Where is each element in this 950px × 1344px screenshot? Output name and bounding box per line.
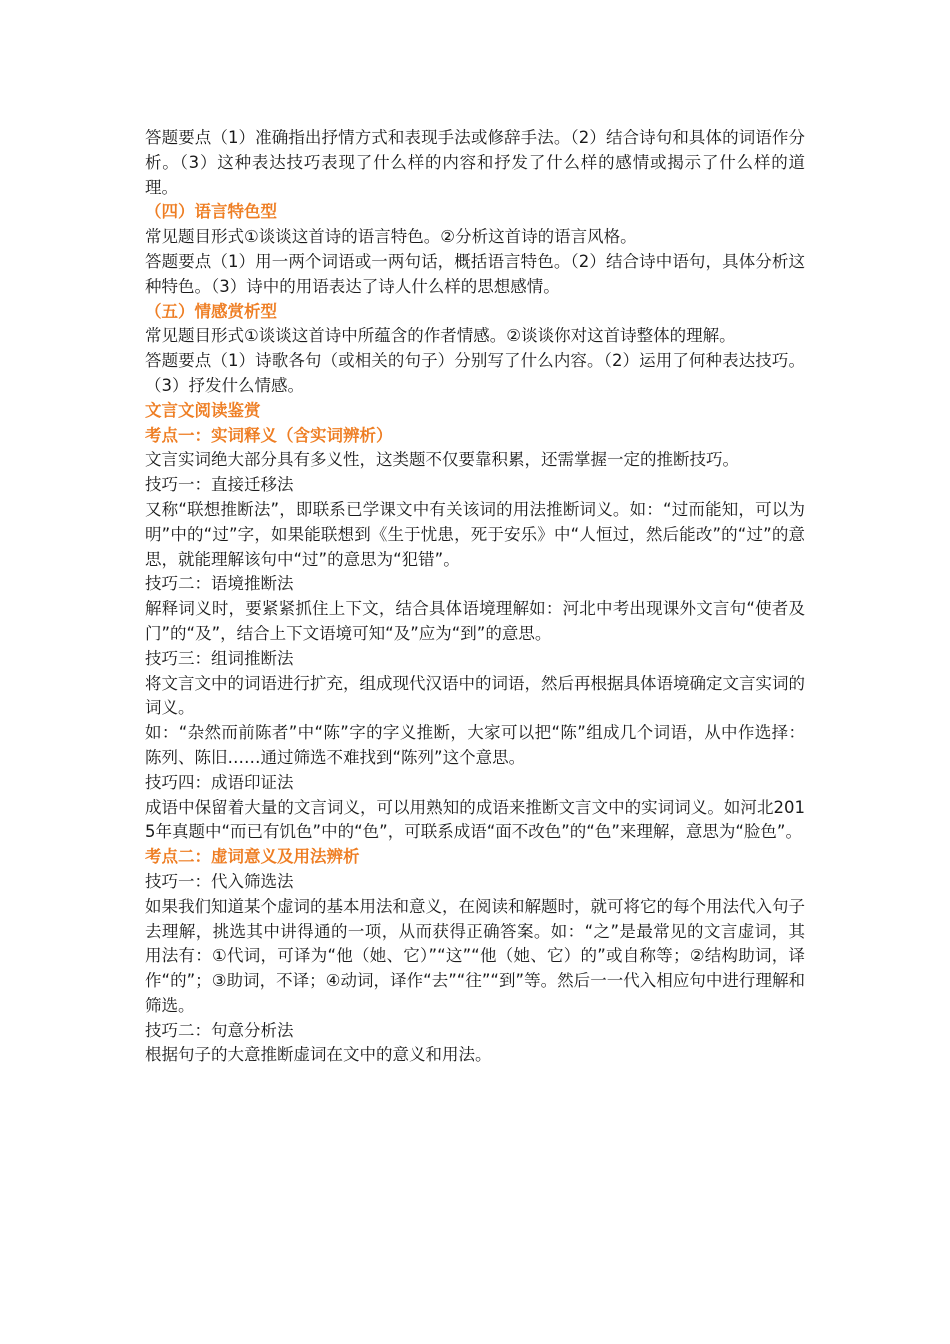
technique-four-title: 技巧四：成语印证法 bbox=[145, 772, 294, 792]
paragraph-technique-three: 将文言文中的词语进行扩充，组成现代汉语中的词语，然后再根据具体语境确定文言实词的词义。 bbox=[145, 673, 805, 718]
paragraph-technique-four: 成语中保留着大量的文言词义，可以用熟知的成语来推断文言文中的实词词义。如河北2015年真题中“而已有饥色”中的“色”，可联系成语“面不改色”的“色”来理解，意思为“脸色”。 bbox=[145, 797, 805, 842]
paragraph-technique-two: 解释词义时，要紧紧抓住上下文，结合具体语境理解如：河北中考出现课外文言句“使者及门”的“及”，结合上下文语境可知“及”应为“到”的意思。 bbox=[145, 599, 805, 643]
technique-three-title: 技巧三：组词推断法 bbox=[145, 648, 294, 668]
technique-one-title: 技巧一：直接迁移法 bbox=[145, 475, 294, 495]
paragraph-emotion-answer-points: 答题要点（1）诗歌各句（或相关的句子）分别写了什么内容。（2）运用了何种表达技巧。（3）抒发什么情感。 bbox=[145, 351, 805, 395]
document-body bbox=[145, 126, 805, 1068]
paragraph-answer-points-techniques: 答题要点（1）准确指出抒情方式和表现手法或修辞手法。（2）结合诗句和具体的词语作分析。（3）这种表达技巧表现了什么样的内容和抒发了什么样的感情或揭示了什么样的道理。 bbox=[145, 128, 805, 197]
paragraph-content-words-intro: 文言实词绝大部分具有多义性，这类题不仅要靠积累，还需掌握一定的推断技巧。 bbox=[145, 450, 739, 470]
function-technique-one-title: 技巧一：代入筛选法 bbox=[145, 871, 294, 891]
technique-two-title: 技巧二：语境推断法 bbox=[145, 574, 294, 594]
heading-emotion-appreciation: （五）情感赏析型 bbox=[145, 301, 277, 321]
paragraph-function-technique-one: 如果我们知道某个虚词的基本用法和意义，在阅读和解题时，就可将它的每个用法代入句子去理解，挑选其中讲得通的一项，从而获得正确答案。如：“之”是最常见的文言虚词，其用法有：①代词，可译为“他（她、它）”“这”“他（她、它）的”或自称等；②结构助词，译作“的”；③助词，不译；④动词，译作“去”“往”“到”等。然后一一代入相应句中进行理解和筛选。 bbox=[145, 896, 805, 1015]
paragraph-emotion-question-forms: 常见题目形式①谈谈这首诗中所蕴含的作者情感。②谈谈你对这首诗整体的理解。 bbox=[145, 326, 736, 346]
heading-classical-reading: 文言文阅读鉴赏 bbox=[145, 400, 261, 420]
paragraph-technique-three-example: 如：“杂然而前陈者”中“陈”字的字义推断，大家可以把“陈”组成几个词语，从中作选择：陈列、陈旧……通过筛选不难找到“陈列”这个意思。 bbox=[145, 723, 805, 767]
function-technique-two-title: 技巧二：句意分析法 bbox=[145, 1020, 294, 1040]
paragraph-language-answer-points: 答题要点（1）用一两个词语或一两句话，概括语言特色。（2）结合诗中语句，具体分析这种特色。（3）诗中的用语表达了诗人什么样的思想感情。 bbox=[145, 251, 805, 296]
paragraph-language-question-forms: 常见题目形式①谈谈这首诗的语言特色。②分析这首诗的语言风格。 bbox=[145, 227, 637, 247]
heading-point-one-content-words: 考点一：实词释义（含实词辨析） bbox=[145, 425, 393, 445]
heading-language-features: （四）语言特色型 bbox=[145, 202, 277, 222]
heading-point-two-function-words: 考点二：虚词意义及用法辨析 bbox=[145, 847, 360, 867]
paragraph-technique-one: 又称“联想推断法”，即联系已学课文中有关该词的用法推断词义。如：“过而能知，可以为明”中的“过”字，如果能联想到《生于忧患，死于安乐》中“人恒过，然后能改”的“过”的意思，就能理解该句中“过”的意思为“犯错”。 bbox=[145, 499, 805, 569]
paragraph-function-technique-two: 根据句子的大意推断虚词在文中的意义和用法。 bbox=[145, 1045, 492, 1065]
